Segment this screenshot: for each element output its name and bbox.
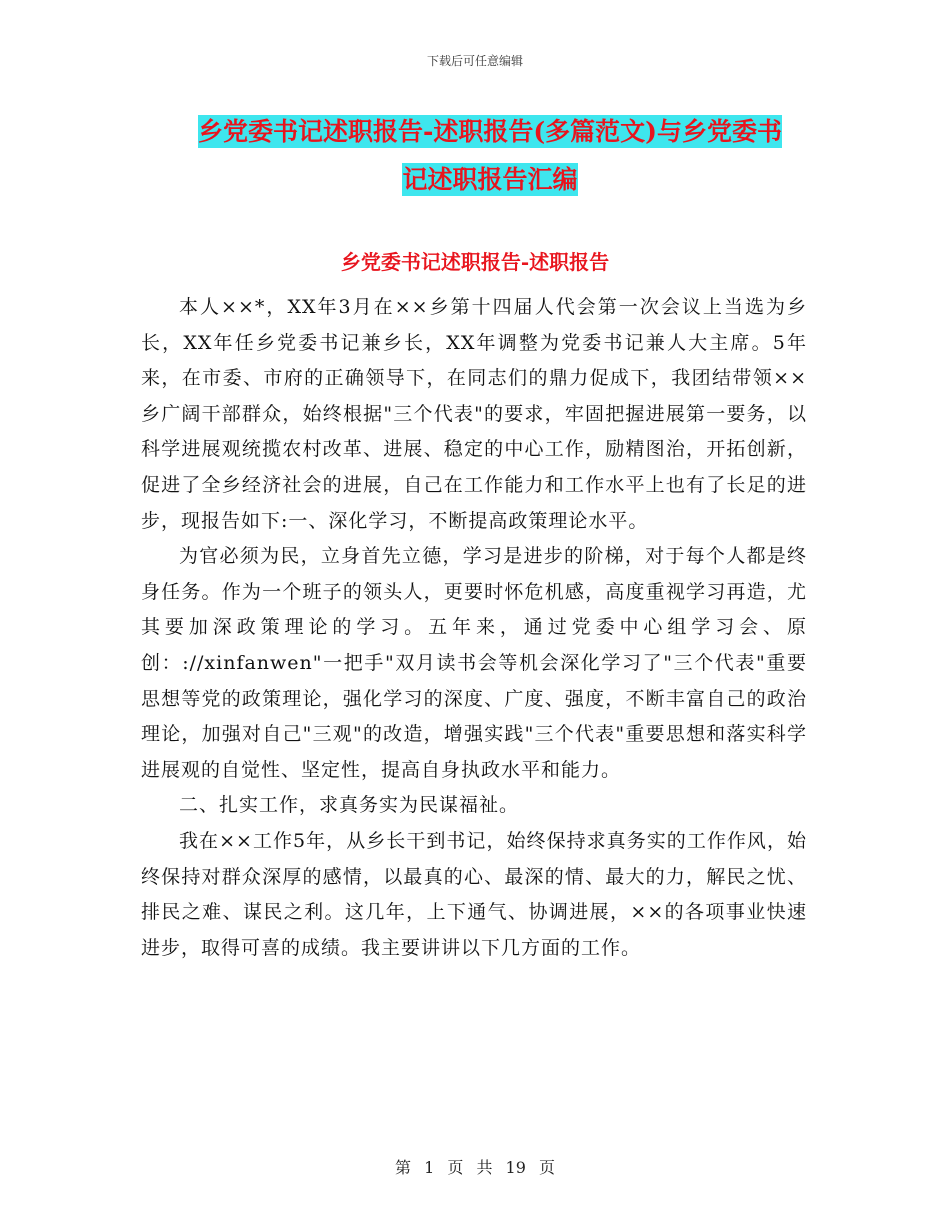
body-text	[141, 290, 807, 966]
document-title	[140, 108, 840, 204]
paragraph-3: 二、扎实工作，求真务实为民谋福祉。	[179, 794, 520, 817]
paragraph-2: 为官必须为民，立身首先立德，学习是进步的阶梯，对于每个人都是终身任务。作为一个班子的领头人，更要时怀危机感，高度重视学习再造，尤其要加深政策理论的学习。五年来，通过党委中心组学习会、原创：://xinfanwen"一把手"双月读书会等机会深化学习了"三个代表"重要思想等党的政策理论，强化学习的深度、广度、强度，不断丰富自己的政治理论，加强对自己"三观"的改造，增强实践"三个代表"重要思想和落实科学进展观的自觉性、坚定性，提高自身执政水平和能力。	[141, 545, 807, 781]
section-title: 乡党委书记述职报告-述职报告	[340, 250, 610, 274]
title-line-1: 乡党委书记述职报告-述职报告(多篇范文)与乡党委书	[197, 117, 783, 146]
title-line-2: 记述职报告汇编	[402, 165, 578, 194]
page-footer: 第 1 页 共 19 页	[395, 1158, 555, 1177]
paragraph-4: 我在××工作5年，从乡长干到书记，始终保持求真务实的工作作风，始终保持对群众深厚的感情，以最真的心、最深的情、最大的力，解民之忧、排民之难、谋民之利。这几年，上下通气、协调进展，××的各项事业快速进步，取得可喜的成绩。我主要讲讲以下几方面的工作。	[141, 829, 807, 959]
paragraph-1: 本人××*，XX年3月在××乡第十四届人代会第一次会议上当选为乡长，XX年任乡党委书记兼乡长，XX年调整为党委书记兼人大主席。5年来，在市委、市府的正确领导下，在同志们的鼎力促成下，我团结带领××乡广阔干部群众，始终根据"三个代表"的要求，牢固把握进展第一要务，以科学进展观统揽农村改革、进展、稳定的中心工作，励精图治，开拓创新，促进了全乡经济社会的进展，自己在工作能力和工作水平上也有了长足的进步，现报告如下:一、深化学习，不断提高政策理论水平。	[141, 296, 807, 532]
header-note: 下载后可任意编辑	[426, 54, 523, 68]
